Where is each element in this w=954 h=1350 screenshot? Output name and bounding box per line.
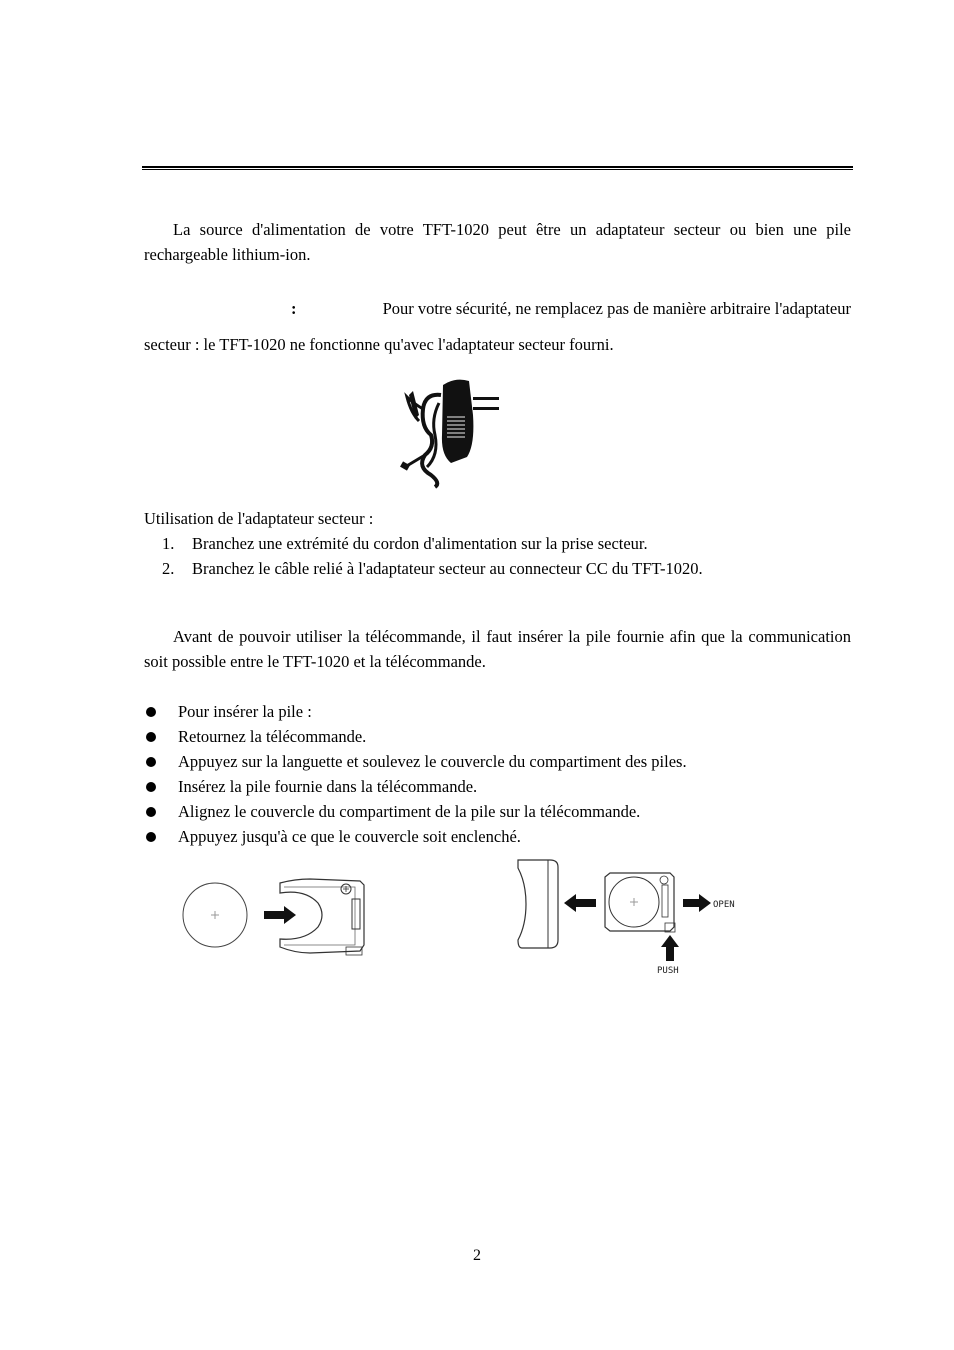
step-number: 1.	[162, 534, 175, 553]
bullet-text: Appuyez sur la languette et soulevez le couvercle du compartiment des piles.	[178, 752, 687, 771]
step-text: Branchez le câble relié à l'adaptateur secteur au connecteur CC du TFT-1020.	[192, 559, 703, 578]
bullet-text: Pour insérer la pile :	[178, 702, 312, 721]
bullet-text: Insérez la pile fournie dans la télécommande.	[178, 777, 478, 796]
step-text: Branchez une extrémité du cordon d'alimentation sur la prise secteur.	[192, 534, 648, 553]
list-item	[145, 799, 687, 824]
note-colon: :	[291, 299, 297, 318]
remote-intro-paragraph: Avant de pouvoir utiliser la télécommande, il faut insérer la pile fournie afin que la communication soit possible entre le TFT-1020 et la télécommande.	[144, 627, 851, 671]
bullet-text: Alignez le couvercle du compartiment de la pile sur la télécommande.	[178, 802, 641, 821]
list-item	[145, 774, 687, 799]
adapter-usage-title: Utilisation de l'adaptateur secteur :	[144, 509, 374, 528]
note-line-1: Pour votre sécurité, ne remplacez pas de manière arbitraire l'adaptateur	[382, 299, 851, 318]
list-item	[145, 749, 687, 774]
note-line-2: secteur : le TFT-1020 ne fonctionne qu'avec l'adaptateur secteur fourni.	[144, 335, 614, 354]
list-item	[145, 824, 687, 849]
bullet-text: Appuyez jusqu'à ce que le couvercle soit enclenché.	[178, 827, 521, 846]
bullet-icon	[146, 707, 156, 717]
list-item	[145, 724, 687, 749]
step-number: 2.	[162, 559, 175, 578]
list-item	[145, 699, 687, 724]
bullet-icon	[146, 757, 156, 767]
page-number: 2	[473, 1247, 481, 1264]
push-label: PUSH	[657, 966, 679, 976]
bullet-icon	[146, 832, 156, 842]
battery-steps-list	[145, 699, 687, 849]
bullet-text: Retournez la télécommande.	[178, 727, 367, 746]
battery-insert-diagram	[180, 875, 370, 960]
list-item	[162, 531, 703, 556]
bullet-icon	[146, 782, 156, 792]
bullet-icon	[146, 732, 156, 742]
header-rule	[142, 166, 853, 168]
list-item	[162, 556, 703, 581]
intro-paragraph: La source d'alimentation de votre TFT-1020 peut être un adaptateur secteur ou bien une pile rechargeable lithium-ion.	[144, 220, 851, 264]
ac-adapter-image	[395, 375, 505, 490]
adapter-steps-list	[162, 531, 703, 581]
open-label: OPEN	[713, 900, 735, 910]
bullet-icon	[146, 807, 156, 817]
battery-cover-diagram	[510, 855, 760, 980]
header-rule-thin	[142, 169, 853, 170]
